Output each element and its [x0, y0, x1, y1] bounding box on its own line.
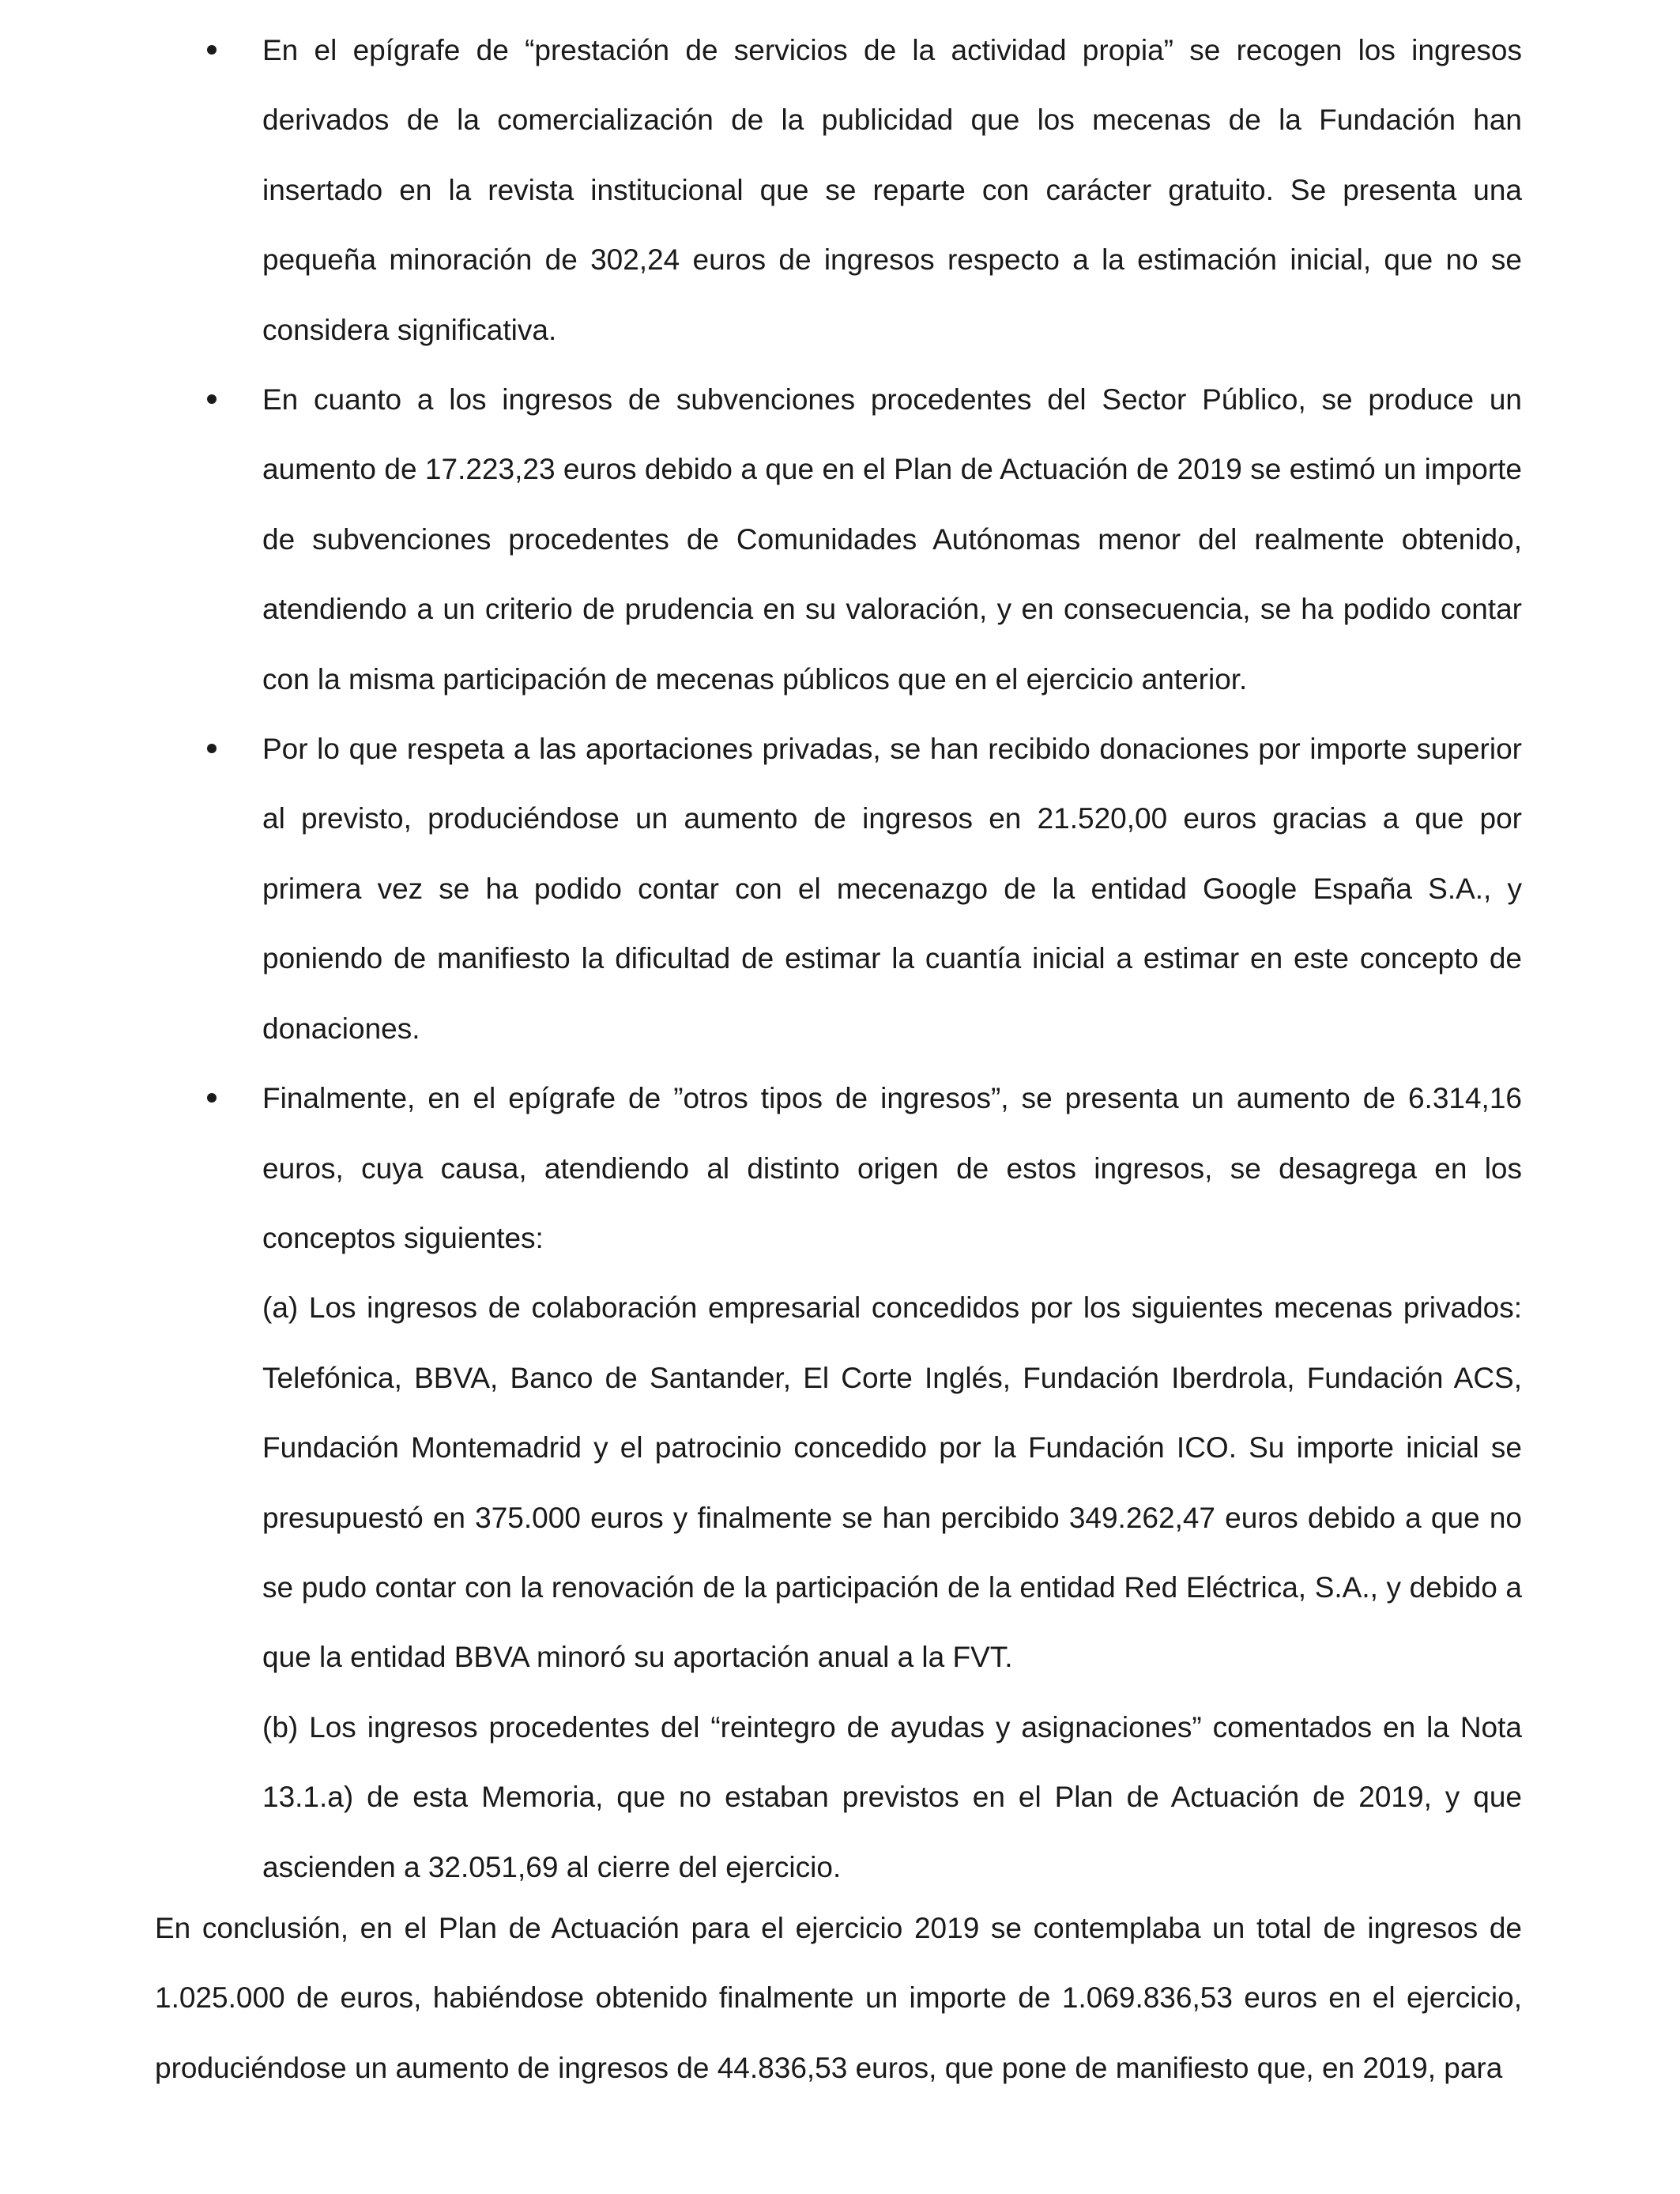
bullet-text: En el epígrafe de “prestación de servicios de la actividad propia” se recogen los ingresos derivados de la comercialización de la publicidad que los mecenas de la Fundación han insertado en la revista institucional que se reparte con carácter gratuito. Se presenta una pequeña minoración de 302,24 euros de ingresos respecto a la estimación inicial, que no se considera significativa.	[262, 34, 1522, 346]
sub-paragraph-b: (b) Los ingresos procedentes del “reintegro de ayudas y asignaciones” comentados en la Nota 13.1.a) de esta Memoria, que no estaban previstos en el Plan de Actuación de 2019, y que ascienden a 32.051,69 al cierre del ejercicio.	[262, 1710, 1522, 1883]
bullet-dot-icon	[207, 1093, 217, 1103]
bullet-text: Finalmente, en el epígrafe de ”otros tipos de ingresos”, se presenta un aumento de 6.314,16 euros, cuya causa, atendiendo al distinto origen de estos ingresos, se desagrega en los conceptos siguientes:	[262, 1082, 1522, 1254]
bullet-item-aportaciones-privadas	[262, 714, 1522, 1064]
bullet-text: En cuanto a los ingresos de subvenciones procedentes del Sector Público, se produce un aumento de 17.223,23 euros debido a que en el Plan de Actuación de 2019 se estimó un importe de subvenciones procedentes de Comunidades Autónomas menor del realmente obtenido, atendiendo a un criterio de prudencia en su valoración, y en consecuencia, se ha podido contar con la misma participación de mecenas públicos que en el ejercicio anterior.	[262, 383, 1522, 696]
bullet-item-subvenciones	[262, 365, 1522, 714]
bullet-list	[262, 16, 1522, 1902]
bullet-item-servicios	[262, 16, 1522, 365]
bullet-text: Por lo que respeta a las aportaciones privadas, se han recibido donaciones por importe superior al previsto, produciéndose un aumento de ingresos en 21.520,00 euros gracias a que por primera vez se ha podido contar con el mecenazgo de la entidad Google España S.A., y poniendo de manifiesto la dificultad de estimar la cuantía inicial a estimar en este concepto de donaciones.	[262, 733, 1522, 1045]
bullet-dot-icon	[207, 394, 217, 404]
conclusion-paragraph: En conclusión, en el Plan de Actuación para el ejercicio 2019 se contemplaba un total de ingresos de 1.025.000 de euros, habiéndose obtenido finalmente un importe de 1.069.836,53 euros en el ejercicio, produciéndose un aumento de ingresos de 44.836,53 euros, que pone de manifiesto que, en 2019, para	[155, 1912, 1522, 2084]
bullet-dot-icon	[207, 45, 217, 55]
bullet-item-otros-ingresos	[262, 1064, 1522, 1902]
sub-paragraph-a: (a) Los ingresos de colaboración empresarial concedidos por los siguientes mecenas privados: Telefónica, BBVA, Banco de Santander, El Corte Inglés, Fundación Iberdrola, Fundación ACS, Fundación Montemadrid y el patrocinio concedido por la Fundación ICO. Su importe inicial se presupuestó en 375.000 euros y finalmente se han percibido 349.262,47 euros debido a que no se pudo contar con la renovación de la participación de la entidad Red Eléctrica, S.A., y debido a que la entidad BBVA minoró su aportación anual a la FVT.	[262, 1291, 1522, 1674]
bullet-dot-icon	[207, 744, 217, 753]
